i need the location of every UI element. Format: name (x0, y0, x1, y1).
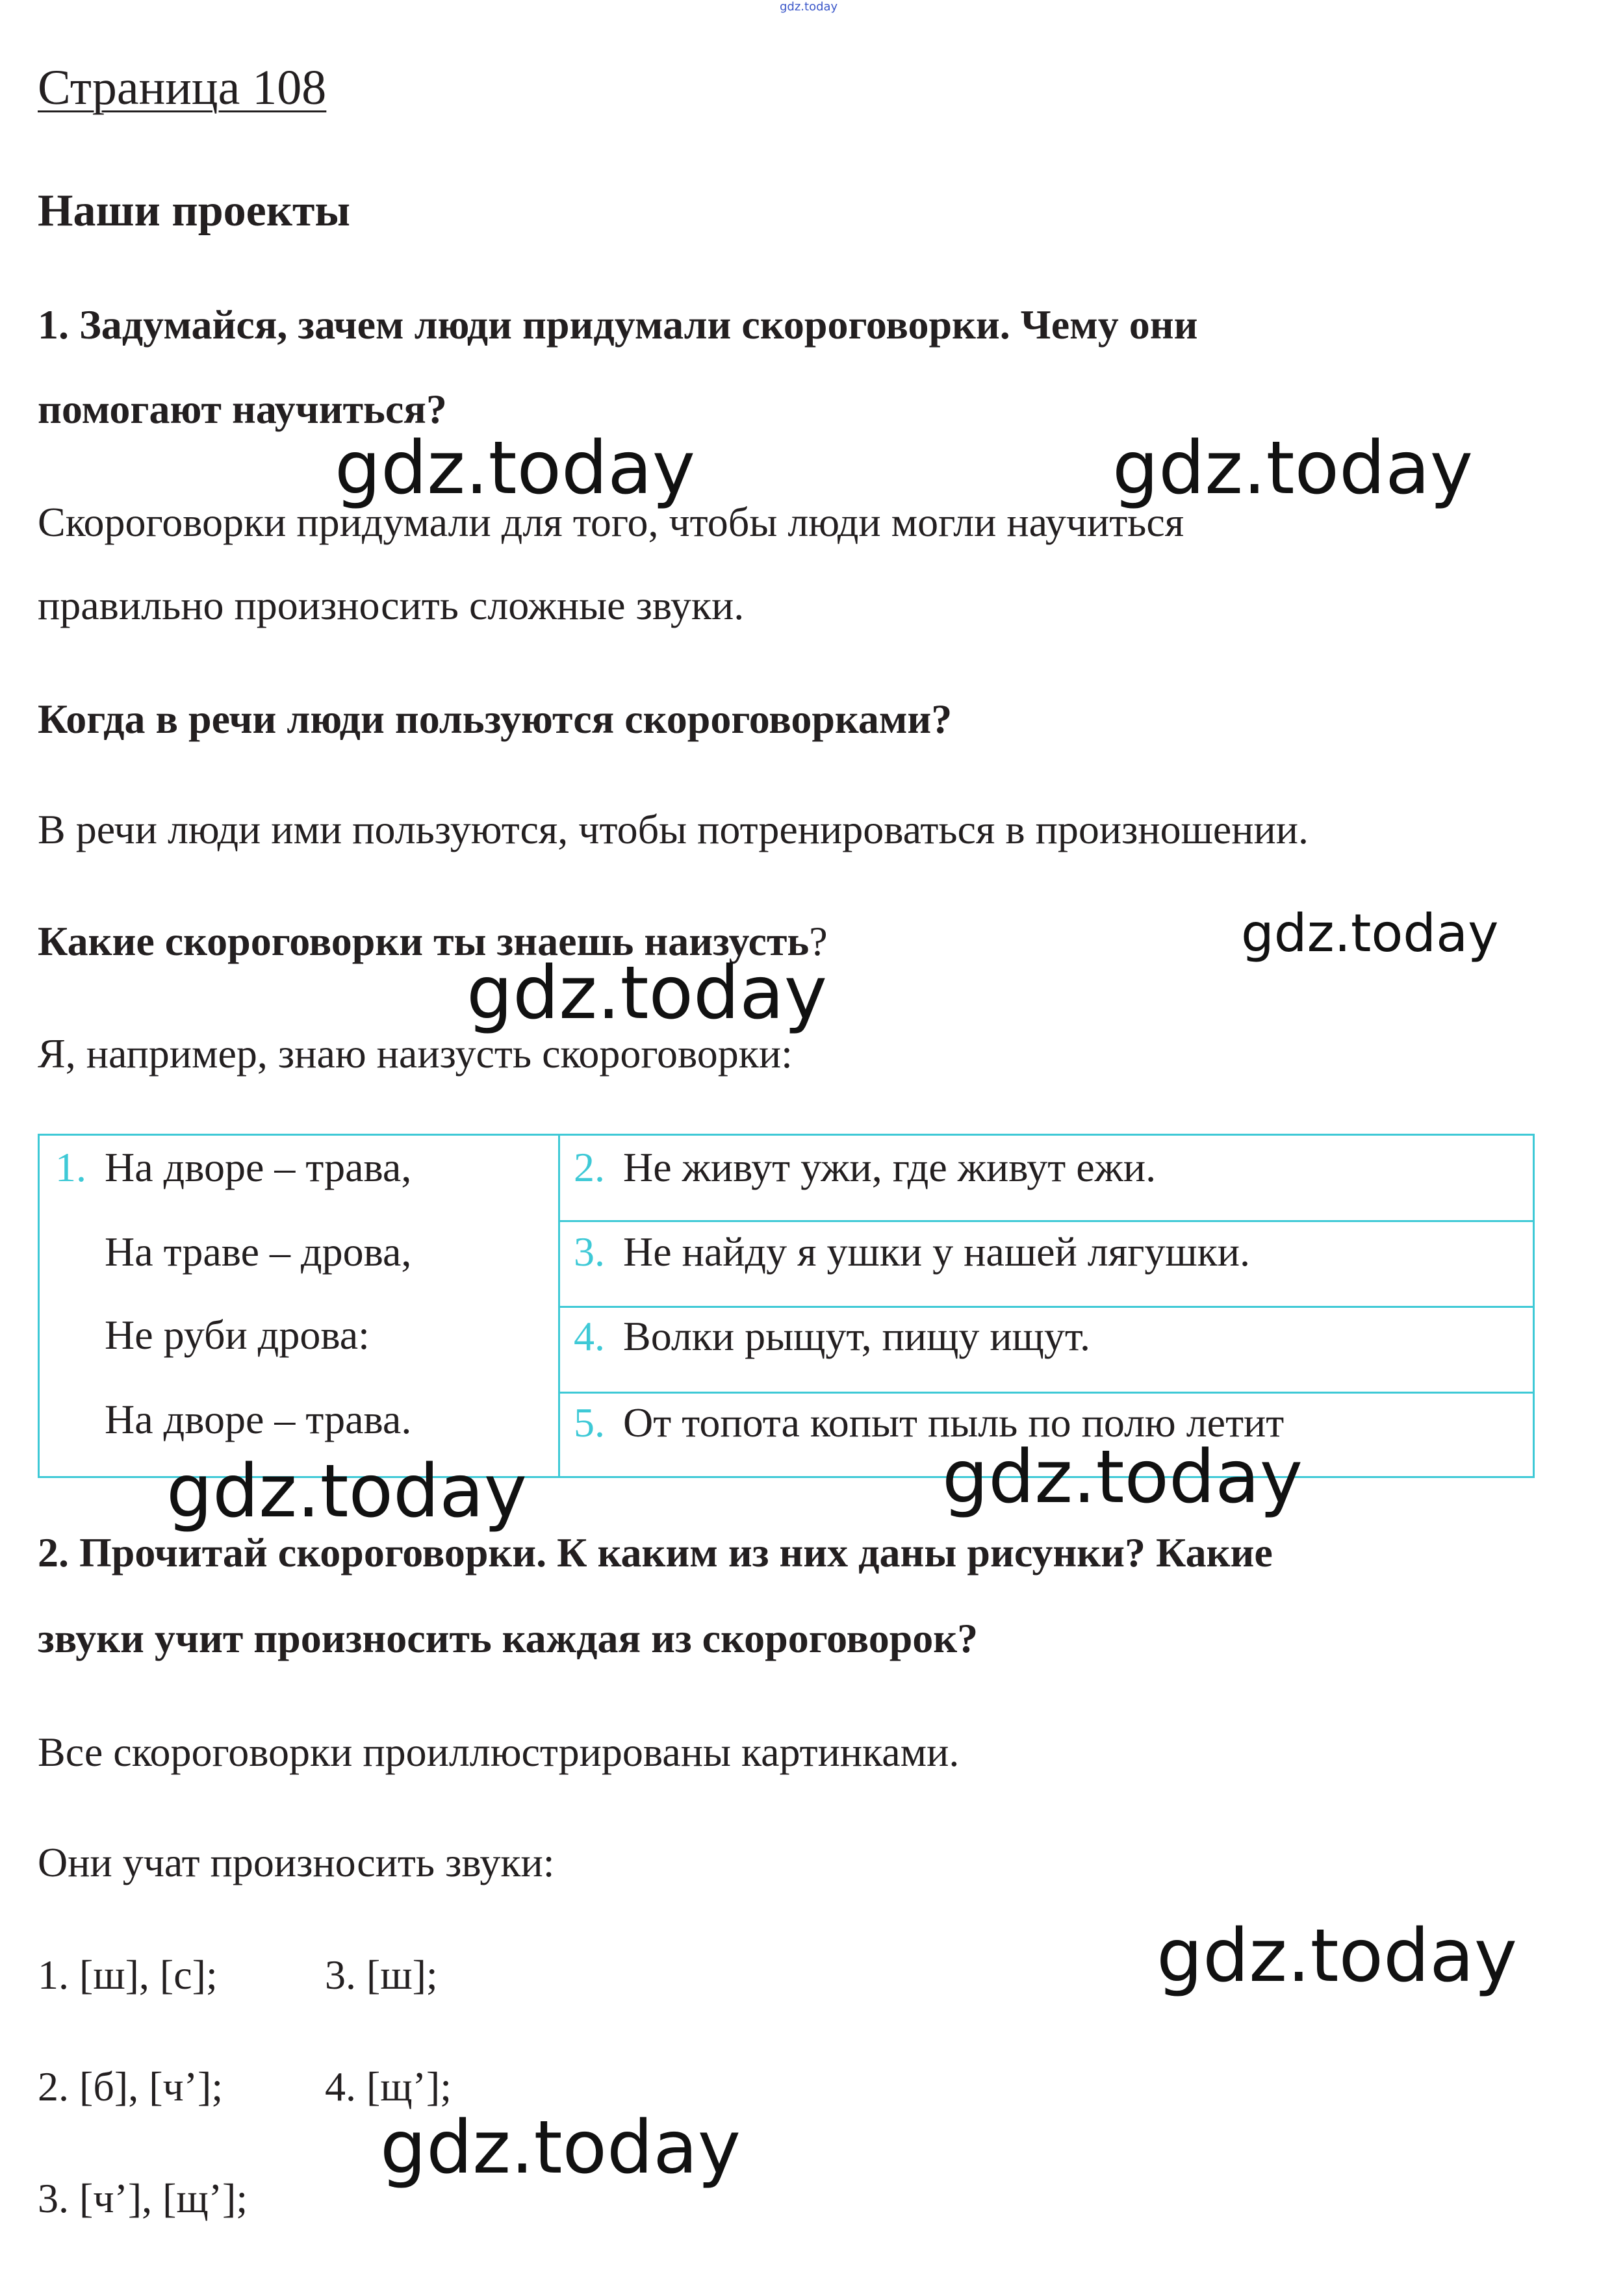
sounds-item: 3. [ш]; (325, 1952, 438, 1998)
table-left-line: На траве – дрова, (105, 1229, 412, 1275)
answer-2-line-1: Все скороговорки проиллюстрированы картинками. (38, 1729, 960, 1775)
question-1-line-1: 1. Задумайся, зачем люди придумали скороговорки. Чему они (38, 301, 1198, 348)
question-1b: Когда в речи люди пользуются скороговорками? (38, 696, 953, 742)
question-2-line-2: звуки учит произносить каждая из скороговорок? (38, 1615, 979, 1661)
table-left-line: На дворе – трава. (105, 1396, 412, 1442)
table-row-number: 3. (574, 1229, 605, 1275)
table-row-text: Не живут ужи, где живут ежи. (623, 1144, 1157, 1190)
watermark: gdz.today (467, 951, 828, 1036)
table-row-divider (559, 1306, 1533, 1308)
question-1c-text: Какие скороговорки ты знаешь наизусть (38, 918, 810, 964)
watermark: gdz.today (335, 426, 696, 511)
tongue-twisters-table (38, 1134, 1535, 1478)
page-title: Страница 108 (38, 60, 327, 115)
watermark: gdz.today (1241, 903, 1499, 963)
table-row-text: От топота копыт пыль по полю летит (623, 1399, 1285, 1446)
table-left-line: На дворе – трава, (105, 1144, 412, 1190)
table-row-number: 4. (574, 1313, 605, 1359)
answer-1b: В речи люди ими пользуются, чтобы потренироваться в произношении. (38, 806, 1309, 852)
table-row-divider (559, 1392, 1533, 1394)
question-2-line-1: 2. Прочитай скороговорки. К каким из них даны рисунки? Какие (38, 1529, 1273, 1575)
table-row-number: 5. (574, 1399, 605, 1446)
table-row-number: 2. (574, 1144, 605, 1190)
sounds-item: 3. [ч’], [щ’]; (38, 2175, 248, 2221)
table-row-text: Не найду я ушки у нашей лягушки. (623, 1229, 1250, 1275)
header-watermark: gdz.today (780, 0, 838, 14)
answer-1-line-2: правильно произносить сложные звуки. (38, 582, 745, 628)
question-1-line-2: помогают научиться? (38, 386, 447, 432)
watermark: gdz.today (1157, 1914, 1518, 1998)
watermark: gdz.today (1112, 426, 1474, 511)
sounds-item: 2. [б], [ч’]; (38, 2063, 224, 2110)
table-row-divider (559, 1220, 1533, 1222)
answer-2-line-2: Они учат произносить звуки: (38, 1839, 555, 1885)
section-title: Наши проекты (38, 186, 351, 236)
watermark: gdz.today (942, 1435, 1303, 1520)
answer-1c: Я, например, знаю наизусть скороговорки: (38, 1030, 793, 1077)
table-row-text: Волки рыщут, пищу ищут. (623, 1313, 1091, 1359)
sounds-item: 1. [ш], [с]; (38, 1952, 218, 1998)
question-1c-mark: ? (809, 918, 828, 964)
table-left-line: Не руби дрова: (105, 1312, 370, 1358)
sounds-item: 4. [щ’]; (325, 2063, 452, 2110)
watermark: gdz.today (380, 2106, 741, 2190)
answer-1-line-1: Скороговорки придумали для того, чтобы люди могли научиться (38, 499, 1184, 545)
watermark: gdz.today (166, 1449, 528, 1534)
table-left-number: 1. (55, 1144, 86, 1190)
